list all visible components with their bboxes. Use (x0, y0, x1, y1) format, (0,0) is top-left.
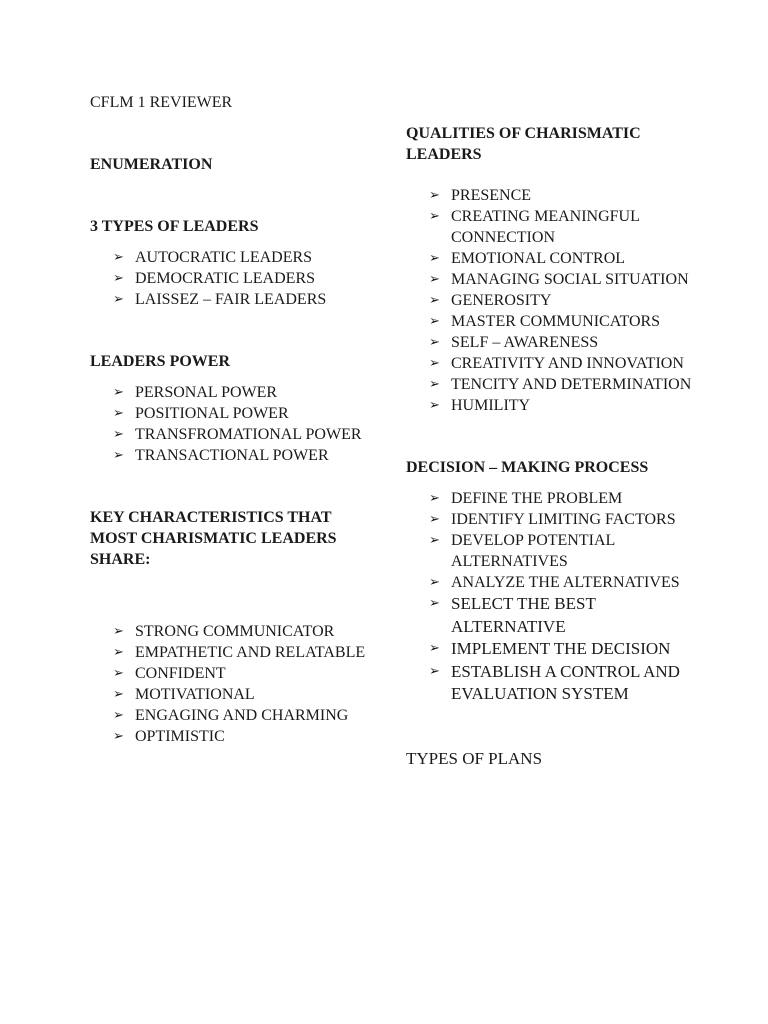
list-item (429, 572, 696, 593)
list-item (429, 353, 696, 374)
list-item-text: DEVELOP POTENTIAL ALTERNATIVES (451, 532, 615, 570)
arrowhead-bullet-icon: ➢ (113, 666, 124, 681)
arrowhead-bullet-icon: ➢ (113, 406, 124, 421)
list-item (113, 247, 370, 268)
list-item-text: TRANSACTIONAL POWER (135, 447, 329, 464)
decision-making-list (406, 488, 696, 706)
arrowhead-bullet-icon: ➢ (429, 209, 440, 224)
list-item (429, 488, 696, 509)
arrowhead-bullet-icon: ➢ (113, 271, 124, 286)
list-item (429, 638, 696, 661)
list-item (113, 726, 370, 747)
list-item-text: CONFIDENT (135, 665, 226, 682)
arrowhead-bullet-icon: ➢ (429, 272, 440, 287)
list-item-text: DEFINE THE PROBLEM (451, 490, 623, 507)
arrowhead-bullet-icon: ➢ (429, 596, 440, 611)
leaders-power-heading: LEADERS POWER (90, 353, 231, 370)
arrowhead-bullet-icon: ➢ (113, 385, 124, 400)
arrowhead-bullet-icon: ➢ (429, 251, 440, 266)
left-column (90, 92, 370, 747)
list-item-text: HUMILITY (451, 397, 531, 414)
list-item-text: IDENTIFY LIMITING FACTORS (451, 511, 676, 528)
arrowhead-bullet-icon: ➢ (113, 292, 124, 307)
list-item (429, 311, 696, 332)
list-item (113, 424, 370, 445)
list-item (429, 593, 696, 638)
list-item (429, 530, 696, 572)
arrowhead-bullet-icon: ➢ (429, 377, 440, 392)
arrowhead-bullet-icon: ➢ (429, 335, 440, 350)
list-item (429, 395, 696, 416)
key-characteristics-heading: KEY CHARACTERISTICS THAT MOST CHARISMATIC LEADERS SHARE: (90, 509, 337, 568)
arrowhead-bullet-icon: ➢ (429, 293, 440, 308)
list-item (113, 289, 370, 310)
arrowhead-bullet-icon: ➢ (113, 708, 124, 723)
arrowhead-bullet-icon: ➢ (429, 512, 440, 527)
list-item-text: ESTABLISH A CONTROL AND EVALUATION SYSTEM (451, 661, 680, 703)
enumeration-heading: ENUMERATION (90, 156, 213, 173)
key-characteristics-list (90, 621, 370, 747)
list-item (429, 509, 696, 530)
list-item-text: POSITIONAL POWER (135, 405, 289, 422)
arrowhead-bullet-icon: ➢ (429, 491, 440, 506)
list-item-text: SELECT THE BEST ALTERNATIVE (451, 594, 596, 636)
list-item-text: ENGAGING AND CHARMING (135, 707, 349, 724)
arrowhead-bullet-icon: ➢ (429, 533, 440, 548)
list-item (113, 642, 370, 663)
list-item (113, 663, 370, 684)
list-item (113, 403, 370, 424)
list-item (113, 268, 370, 289)
arrowhead-bullet-icon: ➢ (429, 398, 440, 413)
arrowhead-bullet-icon: ➢ (113, 687, 124, 702)
list-item-text: MASTER COMMUNICATORS (451, 313, 661, 330)
list-item-text: TENCITY AND DETERMINATION (451, 376, 692, 393)
list-item (113, 445, 370, 466)
leader-types-heading: 3 TYPES OF LEADERS (90, 218, 259, 235)
list-item-text: EMPATHETIC AND RELATABLE (135, 644, 366, 661)
list-item-text: IMPLEMENT THE DECISION (451, 639, 671, 658)
types-of-plans-heading: TYPES OF PLANS (406, 748, 543, 768)
right-column (406, 123, 696, 770)
arrowhead-bullet-icon: ➢ (113, 645, 124, 660)
list-item (429, 248, 696, 269)
list-item (429, 374, 696, 395)
list-item (429, 332, 696, 353)
list-item-text: MANAGING SOCIAL SITUATION (451, 271, 689, 288)
decision-making-heading: DECISION – MAKING PROCESS (406, 459, 649, 476)
list-item-text: SELF – AWARENESS (451, 334, 599, 351)
list-item (429, 269, 696, 290)
arrowhead-bullet-icon: ➢ (429, 188, 440, 203)
list-item-text: DEMOCRATIC LEADERS (135, 270, 316, 287)
list-item (113, 684, 370, 705)
list-item-text: MOTIVATIONAL (135, 686, 255, 703)
qualities-list (406, 185, 696, 416)
leader-types-list (90, 247, 370, 310)
arrowhead-bullet-icon: ➢ (113, 427, 124, 442)
leaders-power-list (90, 382, 370, 466)
arrowhead-bullet-icon: ➢ (113, 624, 124, 639)
list-item-text: GENEROSITY (451, 292, 552, 309)
arrowhead-bullet-icon: ➢ (113, 729, 124, 744)
list-item (429, 290, 696, 311)
qualities-heading: QUALITIES OF CHARISMATIC LEADERS (406, 125, 641, 163)
arrowhead-bullet-icon: ➢ (429, 641, 440, 656)
arrowhead-bullet-icon: ➢ (113, 448, 124, 463)
list-item-text: EMOTIONAL CONTROL (451, 250, 626, 267)
list-item (113, 705, 370, 726)
list-item-text: PRESENCE (451, 187, 532, 204)
list-item (429, 185, 696, 206)
arrowhead-bullet-icon: ➢ (429, 575, 440, 590)
list-item (113, 621, 370, 642)
list-item-text: STRONG COMMUNICATOR (135, 623, 335, 640)
list-item-text: ANALYZE THE ALTERNATIVES (451, 574, 680, 591)
arrowhead-bullet-icon: ➢ (429, 356, 440, 371)
list-item-text: TRANSFROMATIONAL POWER (135, 426, 362, 443)
document-title: CFLM 1 REVIEWER (90, 94, 233, 111)
list-item-text: LAISSEZ – FAIR LEADERS (135, 291, 327, 308)
list-item (429, 206, 696, 248)
arrowhead-bullet-icon: ➢ (429, 314, 440, 329)
list-item-text: CREATING MEANINGFUL CONNECTION (451, 208, 640, 246)
list-item (113, 382, 370, 403)
arrowhead-bullet-icon: ➢ (429, 663, 440, 679)
list-item-text: PERSONAL POWER (135, 384, 278, 401)
arrowhead-bullet-icon: ➢ (113, 250, 124, 265)
list-item-text: OPTIMISTIC (135, 728, 225, 745)
list-item-text: CREATIVITY AND INNOVATION (451, 355, 684, 372)
list-item (429, 661, 696, 706)
list-item-text: AUTOCRATIC LEADERS (135, 249, 313, 266)
